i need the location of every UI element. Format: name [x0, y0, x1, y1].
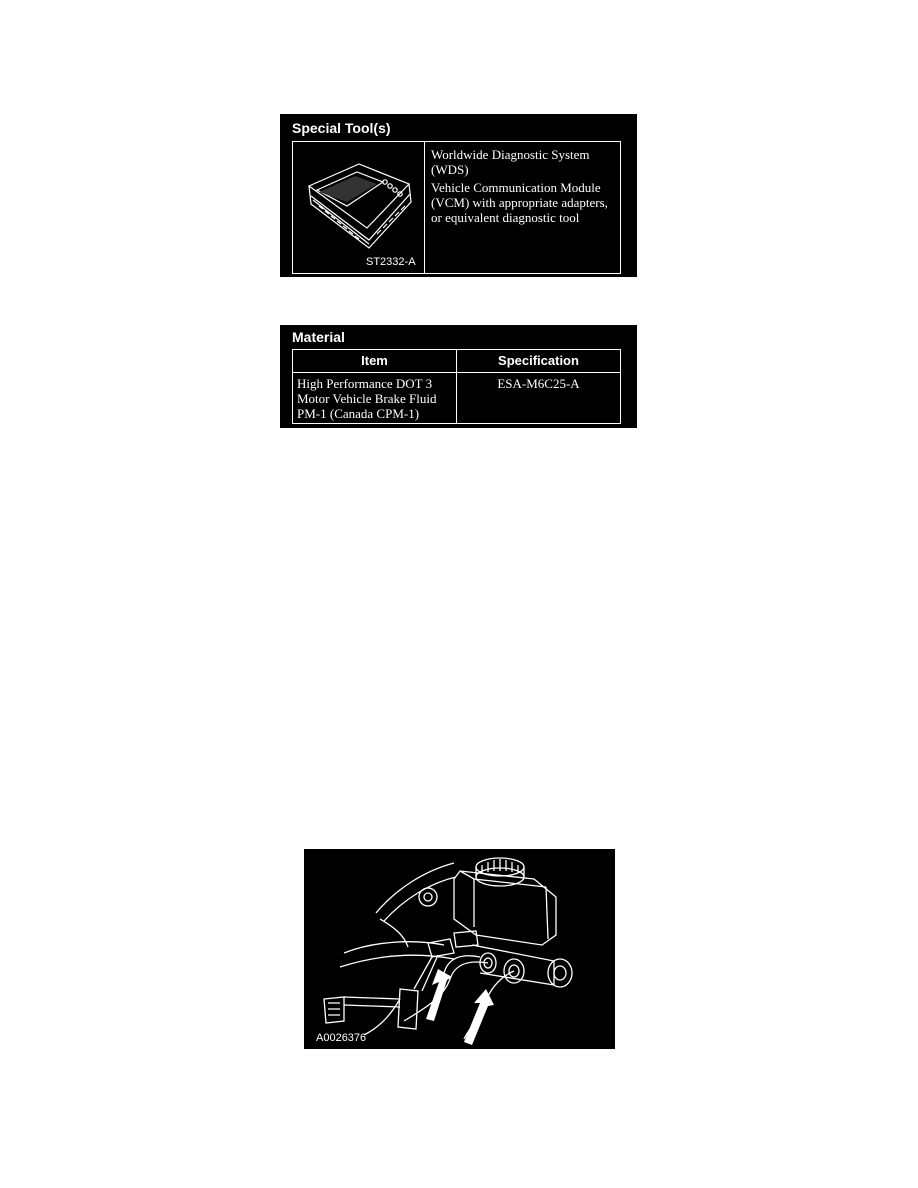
material-table	[292, 349, 621, 424]
figure-code: A0026376	[316, 1032, 367, 1044]
column-divider	[424, 142, 425, 273]
tool-code: ST2332-A	[366, 256, 416, 268]
column-header-specification: Specification	[498, 353, 579, 368]
tool-description	[431, 147, 619, 228]
tool-name: Worldwide Diagnostic System (WDS)	[431, 147, 590, 177]
material-panel	[280, 325, 637, 428]
special-tools-title: Special Tool(s)	[292, 120, 391, 136]
special-tools-panel	[280, 114, 637, 277]
material-title: Material	[292, 329, 345, 345]
material-specification-cell: ESA-M6C25-A	[497, 376, 580, 391]
special-tools-table	[292, 141, 621, 274]
column-header-item: Item	[361, 353, 388, 368]
material-item-cell: High Performance DOT 3 Motor Vehicle Brake Fluid PM-1 (Canada CPM-1)	[297, 376, 437, 421]
master-cylinder-figure	[304, 849, 615, 1049]
tool-detail: Vehicle Communication Module (VCM) with appropriate adapters, or equivalent diagnostic tool	[431, 180, 608, 225]
diagnostic-tool-illustration	[297, 156, 419, 256]
master-cylinder-illustration	[304, 849, 615, 1049]
